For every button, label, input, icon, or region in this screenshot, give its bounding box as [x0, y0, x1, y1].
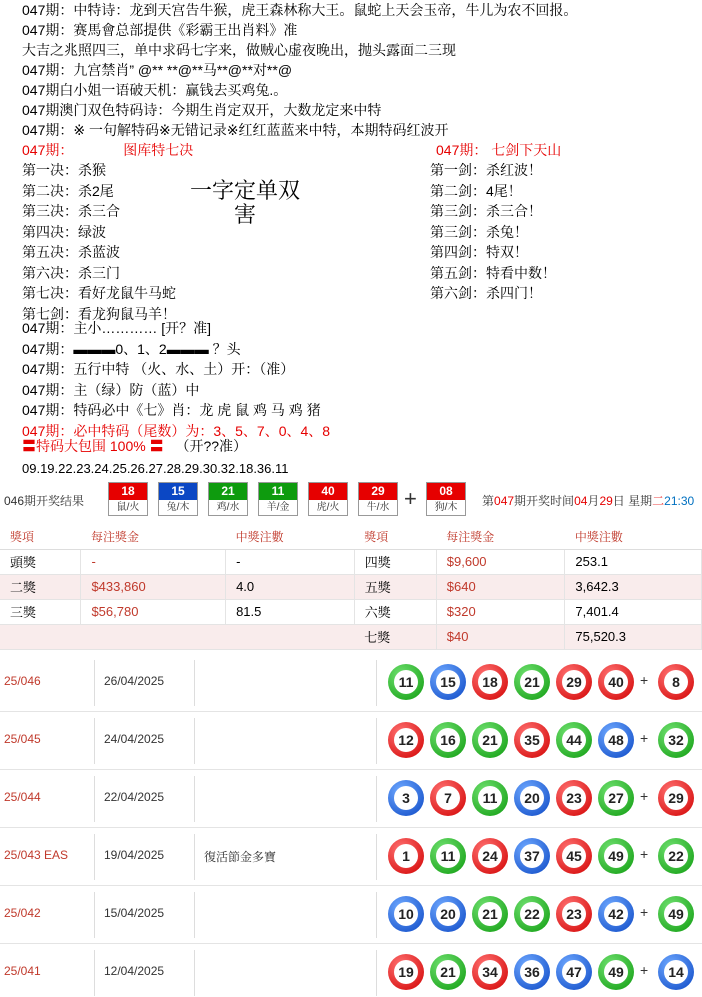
special-ball	[658, 664, 694, 700]
right-item: 第三剑：杀三合！	[430, 203, 542, 219]
prize-table	[0, 525, 702, 650]
left-header-period: 047期：	[22, 142, 74, 158]
special-ball	[658, 954, 694, 990]
lottery-ball	[430, 780, 466, 816]
prize-cell: 六獎	[354, 599, 436, 624]
poem-line: 047期澳门双色特码诗：今期生肖定双开，大数龙定来中特	[22, 102, 382, 118]
lottery-ball	[472, 722, 508, 758]
plus-icon: +	[640, 672, 649, 688]
result-date: 15/04/2025	[104, 906, 165, 920]
left-item: 第二决：杀2尾	[22, 182, 114, 199]
lottery-ball	[388, 664, 424, 700]
prize-table-body	[0, 549, 702, 649]
result-issue[interactable]: 25/044	[4, 790, 41, 804]
draw-ball-zodiac: 鼠/火	[116, 502, 140, 513]
lottery-ball-number: 49	[604, 960, 628, 984]
result-row	[0, 770, 702, 828]
draw-ball-number: 11	[259, 483, 297, 500]
lottery-ball	[514, 838, 550, 874]
lottery-ball	[598, 780, 634, 816]
prize-cell: 四獎	[354, 549, 436, 574]
lottery-ball-number: 23	[562, 786, 586, 810]
divider	[94, 718, 95, 764]
special-ball-number: 32	[664, 728, 688, 752]
lottery-ball-number: 19	[394, 960, 418, 984]
lottery-ball	[556, 838, 592, 874]
lottery-ball-number: 24	[478, 844, 502, 868]
lottery-ball	[598, 896, 634, 932]
left-item: 第三决：杀三合	[22, 203, 120, 219]
prize-cell: $433,860	[81, 574, 226, 599]
lottery-ball	[514, 896, 550, 932]
lottery-ball-number: 37	[520, 844, 544, 868]
lottery-ball-number: 20	[436, 902, 460, 926]
lottery-ball	[472, 838, 508, 874]
result-date: 24/04/2025	[104, 732, 165, 746]
lottery-ball	[472, 664, 508, 700]
lottery-ball	[598, 722, 634, 758]
lottery-ball	[388, 722, 424, 758]
result-date: 26/04/2025	[104, 674, 165, 688]
result-note: 復活節金多寶	[204, 850, 277, 864]
draw-ball	[308, 482, 348, 516]
result-date: 12/04/2025	[104, 964, 165, 978]
lottery-ball-number: 40	[604, 670, 628, 694]
lottery-ball-number: 22	[520, 902, 544, 926]
lottery-ball	[514, 780, 550, 816]
prize-cell	[0, 624, 81, 649]
result-issue[interactable]: 25/043 EAS	[4, 848, 69, 862]
lottery-ball	[472, 780, 508, 816]
lottery-ball-number: 34	[478, 960, 502, 984]
right-item: 第三剑：杀兔！	[430, 223, 528, 240]
lottery-ball-number: 18	[478, 670, 502, 694]
lottery-ball-number: 48	[604, 728, 628, 752]
lottery-ball-number: 21	[478, 902, 502, 926]
left-item: 第一决：杀猴	[22, 162, 106, 178]
draw-ball-number: 18	[109, 483, 147, 500]
lottery-ball	[472, 954, 508, 990]
result-date: 19/04/2025	[104, 848, 165, 862]
right-item: 第六剑：杀四门！	[430, 285, 542, 301]
prize-row	[0, 599, 702, 624]
lottery-ball	[556, 664, 592, 700]
lottery-ball-number: 42	[604, 902, 628, 926]
prize-cell: -	[81, 549, 226, 574]
lottery-ball-number: 12	[394, 728, 418, 752]
right-header: 047期： 七剑下天山	[436, 142, 562, 158]
lottery-ball	[472, 896, 508, 932]
left-header-title: 图库特七决	[123, 142, 194, 158]
divider	[194, 892, 195, 938]
lottery-ball-number: 47	[562, 960, 586, 984]
extra-line: 047期：主小………… [开？准]	[22, 320, 212, 336]
lottery-ball-number: 44	[562, 728, 586, 752]
lottery-ball	[514, 664, 550, 700]
extra-line: 047期：五行中特 （火、水、土）开：（准）	[22, 361, 295, 377]
result-row	[0, 654, 702, 712]
prize-row	[0, 549, 702, 574]
lottery-ball-number: 49	[604, 844, 628, 868]
poem-line: 047期：中特诗：龙到天宫告牛猴，虎王森林称大王。鼠蛇上天会玉帝，牛儿为农不回报。	[22, 2, 578, 18]
lottery-ball	[430, 722, 466, 758]
divider	[194, 834, 195, 880]
left-item: 第七剑：看龙狗鼠马羊！	[22, 305, 176, 322]
prize-cell	[226, 624, 355, 649]
divider	[376, 950, 377, 996]
poem-line: 047期：九宫禁肖” @** **@**马**@**对**@	[22, 62, 293, 78]
bao-wei-prefix: 〓特码大包围 100% 〓	[22, 438, 164, 454]
left-item: 第四决：绿波	[22, 223, 106, 240]
lottery-ball	[556, 954, 592, 990]
draw-ball-number: 15	[159, 483, 197, 500]
extra-line: 047期：必中特码（尾数）为：3、5、7、0、4、8	[22, 422, 331, 439]
result-issue[interactable]: 25/046	[4, 674, 41, 688]
plus-icon: +	[404, 486, 417, 511]
lottery-ball	[556, 780, 592, 816]
prize-cell: $9,600	[436, 549, 565, 574]
prize-cell: 3,642.3	[565, 574, 702, 599]
lottery-ball-number: 45	[562, 844, 586, 868]
divider	[376, 660, 377, 706]
draw-ball-number: 21	[209, 483, 247, 500]
right-item: 第一剑：杀红波！	[430, 162, 542, 178]
lottery-ball-number: 23	[562, 902, 586, 926]
poem-line: 047期白小姐一语破天机：赢钱去买鸡兔.。	[22, 82, 288, 98]
lottery-ball	[556, 896, 592, 932]
right-item: 第五剑：特看中数！	[430, 264, 556, 281]
divider	[94, 660, 95, 706]
draw-result-bar	[0, 476, 702, 520]
left-item: 第五决：杀蓝波	[22, 244, 120, 260]
prize-header-cell: 獎項	[354, 525, 436, 549]
special-ball-number: 22	[664, 844, 688, 868]
plus-icon: +	[640, 962, 649, 978]
right-item: 第二剑：4尾！	[430, 182, 522, 199]
bao-wei-line	[22, 436, 247, 456]
draw-ball-zodiac: 牛/水	[366, 502, 390, 513]
draw-ball	[158, 482, 198, 516]
lottery-ball-number: 7	[436, 786, 460, 810]
draw-ball-zodiac: 鸡/水	[216, 502, 240, 513]
prize-cell: 三獎	[0, 599, 81, 624]
plus-icon: +	[640, 788, 649, 804]
lottery-ball-number: 11	[478, 786, 502, 810]
poem-line: 047期：※ 一句解特码※无错记录※红红蓝蓝来中特，本期特码红波开	[22, 122, 449, 138]
draw-ball-zodiac: 虎/火	[316, 502, 340, 513]
lottery-ball-number: 21	[520, 670, 544, 694]
special-ball-number: 49	[664, 902, 688, 926]
poem-line: 047期：赛馬會总部提供《彩霸王出肖料》准	[22, 22, 298, 38]
lottery-ball-number: 36	[520, 960, 544, 984]
lottery-ball-number: 3	[394, 786, 418, 810]
lottery-ball	[514, 954, 550, 990]
prize-cell: 81.5	[226, 599, 355, 624]
prize-header-cell: 中獎注數	[565, 525, 702, 549]
poem-line: 大吉之兆照四三，单中求码七字来，做贼心虚夜晚出，抛头露面二三现	[22, 42, 456, 58]
prize-cell: 頭獎	[0, 549, 81, 574]
special-ball-number: 29	[664, 786, 688, 810]
extra-line: 047期：▬▬▬0、1、2▬▬▬ ？头	[22, 340, 241, 357]
special-ball-number: 8	[664, 670, 688, 694]
divider	[376, 776, 377, 822]
extra-line: 047期：主（绿）防（蓝）中	[22, 381, 200, 398]
results-list	[0, 654, 702, 997]
special-ball-number: 14	[664, 960, 688, 984]
divider	[94, 834, 95, 880]
result-row	[0, 712, 702, 770]
lottery-ball-number: 11	[394, 670, 418, 694]
divider	[376, 892, 377, 938]
lottery-ball-number: 27	[604, 786, 628, 810]
lottery-ball	[430, 838, 466, 874]
result-issue[interactable]: 25/045	[4, 732, 41, 746]
lottery-ball-number: 11	[436, 844, 460, 868]
divider	[94, 776, 95, 822]
prize-table-header	[0, 525, 702, 549]
special-ball	[658, 722, 694, 758]
result-row	[0, 944, 702, 997]
extra-line: 047期：特码必中《七》肖：龙 虎 鼠 鸡 马 鸡 猪	[22, 402, 321, 418]
lottery-ball-number: 21	[478, 728, 502, 752]
draw-ball-number: 29	[359, 483, 397, 500]
lottery-ball	[430, 954, 466, 990]
lottery-ball	[388, 780, 424, 816]
prize-cell	[81, 624, 226, 649]
prize-cell: 253.1	[565, 549, 702, 574]
draw-ball	[358, 482, 398, 516]
lottery-ball	[430, 896, 466, 932]
right-item: 第四剑：特双！	[430, 244, 528, 260]
divider	[94, 892, 95, 938]
prize-cell: 75,520.3	[565, 624, 702, 649]
lottery-ball	[388, 954, 424, 990]
special-ball	[658, 896, 694, 932]
number-string: 09.19.22.23.24.25.26.27.28.29.30.32.18.36.11	[22, 461, 289, 476]
left-item: 第七决：看好龙鼠牛马蛇	[22, 285, 176, 301]
lottery-ball	[388, 838, 424, 874]
lottery-ball-number: 1	[394, 844, 418, 868]
plus-icon: +	[640, 846, 649, 862]
left-header	[22, 140, 193, 160]
prize-cell: -	[226, 549, 355, 574]
lottery-ball-number: 29	[562, 670, 586, 694]
prize-cell: 七獎	[354, 624, 436, 649]
divider	[94, 950, 95, 996]
prize-cell: 五獎	[354, 574, 436, 599]
lottery-ball	[514, 722, 550, 758]
special-ball	[426, 482, 466, 516]
lottery-ball-number: 15	[436, 670, 460, 694]
divider	[376, 718, 377, 764]
special-ball	[658, 838, 694, 874]
divider	[194, 776, 195, 822]
draw-ball-zodiac: 兔/木	[166, 502, 190, 513]
prize-row	[0, 574, 702, 599]
result-issue[interactable]: 25/042	[4, 906, 41, 920]
prize-header-cell: 每注獎金	[81, 525, 226, 549]
prize-cell: $56,780	[81, 599, 226, 624]
prize-cell: 二獎	[0, 574, 81, 599]
special-ball-zodiac: 狗/木	[434, 502, 458, 513]
prize-cell: $640	[436, 574, 565, 599]
draw-ball	[108, 482, 148, 516]
draw-ball-number: 40	[309, 483, 347, 500]
prize-cell: 7,401.4	[565, 599, 702, 624]
bao-wei-suffix: （开??准）	[175, 438, 248, 454]
prize-header-cell: 每注獎金	[436, 525, 565, 549]
result-date: 22/04/2025	[104, 790, 165, 804]
prize-header-cell: 中獎注數	[226, 525, 355, 549]
divider	[194, 718, 195, 764]
plus-icon: +	[640, 904, 649, 920]
divider	[194, 950, 195, 996]
lottery-ball	[598, 954, 634, 990]
next-draw-time: 第047期开奖时间04月29日 星期二21:30	[482, 494, 695, 508]
divider	[194, 660, 195, 706]
result-row	[0, 886, 702, 944]
lottery-ball	[598, 664, 634, 700]
big-headline: 一字定单双害	[189, 179, 300, 228]
lottery-ball	[430, 664, 466, 700]
lottery-ball	[556, 722, 592, 758]
result-issue[interactable]: 25/041	[4, 964, 41, 978]
prize-cell: $320	[436, 599, 565, 624]
left-item: 第六决：杀三门	[22, 264, 120, 281]
special-ball-number: 08	[427, 483, 465, 500]
draw-ball-zodiac: 羊/金	[266, 502, 290, 513]
lottery-ball	[598, 838, 634, 874]
lottery-ball	[388, 896, 424, 932]
prize-cell: $40	[436, 624, 565, 649]
draw-label: 046期开奖结果	[4, 494, 85, 508]
prize-header-cell: 獎項	[0, 525, 81, 549]
result-row	[0, 828, 702, 886]
divider	[376, 834, 377, 880]
lottery-ball-number: 16	[436, 728, 460, 752]
lottery-ball-number: 20	[520, 786, 544, 810]
lottery-ball-number: 10	[394, 902, 418, 926]
lottery-ball-number: 35	[520, 728, 544, 752]
prize-row	[0, 624, 702, 649]
lottery-ball-number: 21	[436, 960, 460, 984]
draw-ball	[208, 482, 248, 516]
plus-icon: +	[640, 730, 649, 746]
special-ball	[658, 780, 694, 816]
draw-ball	[258, 482, 298, 516]
prize-cell: 4.0	[226, 574, 355, 599]
